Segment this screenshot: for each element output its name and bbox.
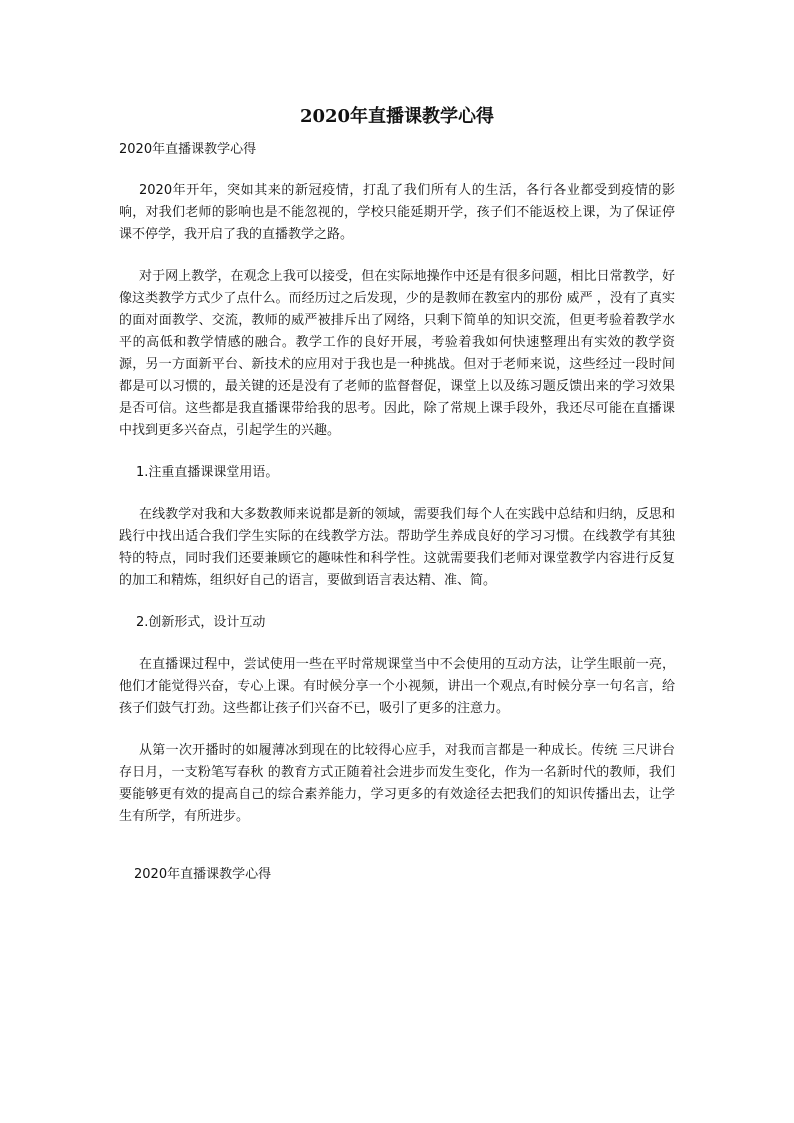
footer-title: 2020年直播课教学心得 bbox=[134, 867, 272, 882]
paragraph-classroom-language: 在线教学对我和大多数教师来说都是新的领域，需要我们每个人在实践中总结和归纳，反思和践行中找出适合我们学生实际的在线教学方法。帮助学生养成良好的学习习惯。在线教学有其独特的特点，同时我们还要兼顾它的趣味性和科学性。这就需要我们老师对课堂教学内容进行反复的加工和精炼，组织好自己的语言，要做到语言表达精、准、简。 bbox=[119, 507, 675, 588]
document-body bbox=[119, 180, 675, 848]
paragraph-online-teaching: 对于网上教学，在观念上我可以接受，但在实际地操作中还是有很多问题，相比日常教学，好像这类教学方式少了点什么。而经历过之后发现，少的是教师在教室内的那份 威严 ，没有了真实的面对面教学、交流，教师的威严被排斥出了网络，只剩下简单的知识交流，但更考验着教学水平的高低和教学情感的融合。教学工作的良好开展，考验着我如何快速整理出有实效的教学资源，另一方面新平台、新技术的应用对于我也是一种挑战。但对于老师来说，这些经过一段时间都是可以习惯的，最关键的还是没有了老师的监督督促，课堂上以及练习题反馈出来的学习效果是否可信。这些都是我直播课带给我的思考。因此，除了常规上课手段外，我还尽可能在直播课中找到更多兴奋点，引起学生的兴趣。 bbox=[119, 269, 675, 438]
document-subtitle: 2020年直播课教学心得 bbox=[119, 142, 257, 157]
paragraph-interaction: 在直播课过程中，尝试使用一些在平时常规课堂当中不会使用的互动方法，让学生眼前一亮，他们才能觉得兴奋，专心上课。有时候分享一个小视频，讲出一个观点,有时候分享一句名言，给孩子们鼓气打劲。这些都让孩子们兴奋不已，吸引了更多的注意力。 bbox=[119, 657, 675, 716]
paragraph-intro: 2020年开年，突如其来的新冠疫情，打乱了我们所有人的生活，各行各业都受到疫情的影响，对我们老师的影响也是不能忽视的，学校只能延期开学，孩子们不能返校上课，为了保证停课不停学，我开启了我的直播教学之路。 bbox=[119, 183, 675, 242]
paragraph-conclusion: 从第一次开播时的如履薄冰到现在的比较得心应手，对我而言都是一种成长。传统 三尺讲台存日月，一支粉笔写春秋 的教育方式正随着社会进步而发生变化，作为一名新时代的教师，我们要能够更有效的提高自己的综合素养能力，学习更多的有效途径去把我们的知识传播出去，让学生有所学，有所进步。 bbox=[119, 743, 675, 824]
section-heading-interaction: 2.创新形式，设计互动 bbox=[136, 615, 266, 630]
section-heading-classroom-language: 1.注重直播课课堂用语。 bbox=[136, 465, 279, 480]
document-title: 2020年直播课教学心得 bbox=[299, 106, 495, 127]
